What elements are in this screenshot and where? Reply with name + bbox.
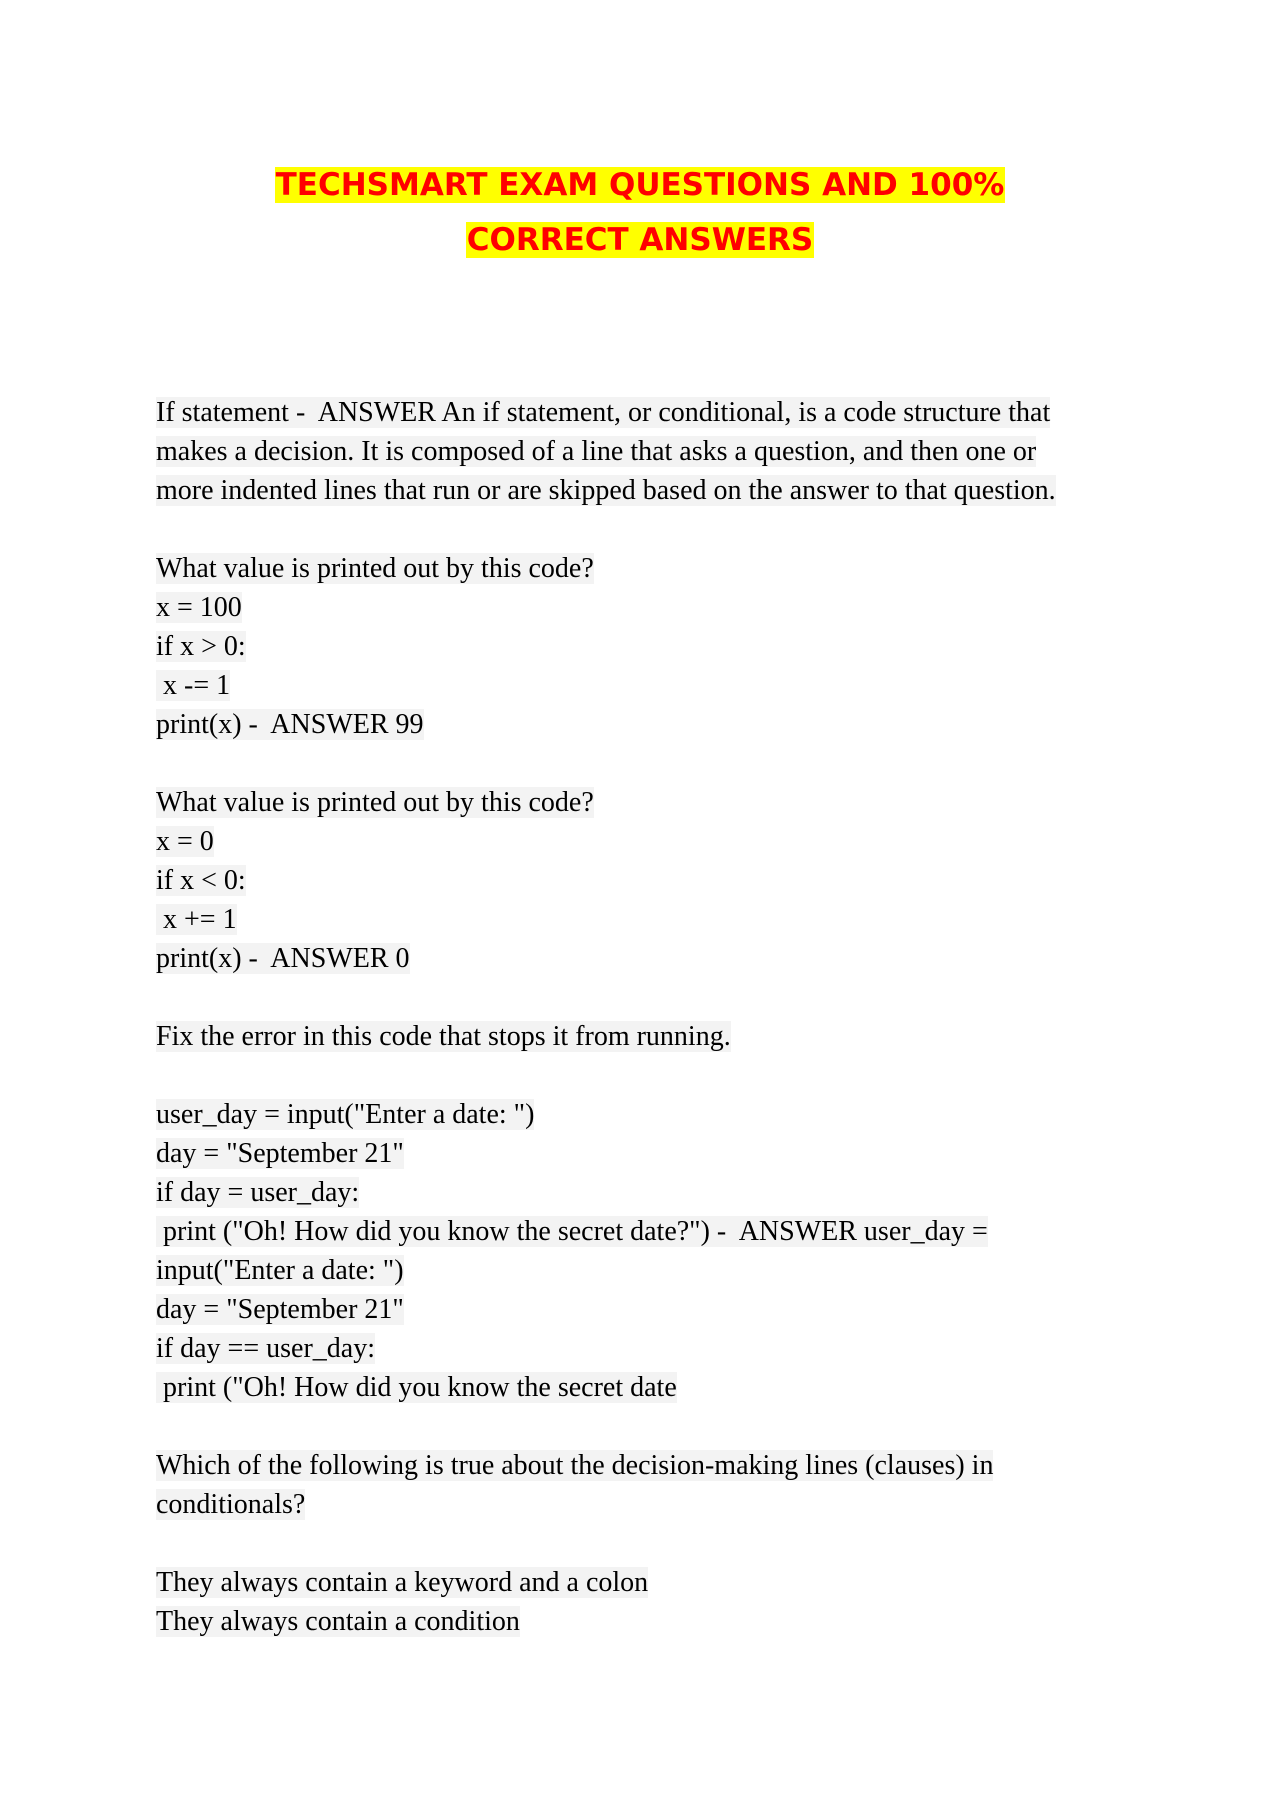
code-line: input("Enter a date: ") [156,1255,404,1286]
paragraph-gap [156,744,1156,783]
code-line: user_day = input("Enter a date: ") [156,1099,535,1130]
code-line: x = 100 [156,592,242,623]
title-line-1: TECHSMART EXAM QUESTIONS AND 100% [275,167,1005,203]
code-line: day = "September 21" [156,1294,404,1325]
text-line: What value is printed out by this code? [156,553,594,584]
code-line: print ("Oh! How did you know the secret date [156,1372,677,1403]
text-line: more indented lines that run or are skipped based on the answer to that question. [156,475,1056,506]
code-line: day = "September 21" [156,1138,404,1169]
code-line: if x < 0: [156,865,246,896]
paragraph-gap [156,1524,1156,1563]
paragraph-gap [156,1056,1156,1095]
code-line: if day == user_day: [156,1333,375,1364]
title-line-2: CORRECT ANSWERS [466,222,814,258]
answer-line: print(x) - ANSWER 0 [156,943,410,974]
code-line: x -= 1 [156,670,231,701]
answer-line: print ("Oh! How did you know the secret date?") - ANSWER user_day = [156,1216,988,1247]
text-line: Fix the error in this code that stops it from running. [156,1021,731,1052]
text-line: If statement - ANSWER An if statement, or conditional, is a code structure that [156,397,1051,428]
document-body [156,393,1156,1641]
document-title [0,158,1280,268]
paragraph-gap [156,510,1156,549]
answer-line: print(x) - ANSWER 99 [156,709,424,740]
option-line: They always contain a condition [156,1606,520,1637]
code-line: x = 0 [156,826,214,857]
code-line: if day = user_day: [156,1177,360,1208]
text-line: Which of the following is true about the decision-making lines (clauses) in [156,1450,994,1481]
option-line: They always contain a keyword and a colon [156,1567,649,1598]
paragraph-gap [156,978,1156,1017]
code-line: x += 1 [156,904,237,935]
text-line: makes a decision. It is composed of a line that asks a question, and then one or [156,436,1037,467]
code-line: if x > 0: [156,631,246,662]
text-line: What value is printed out by this code? [156,787,594,818]
paragraph-gap [156,1407,1156,1446]
text-line: conditionals? [156,1489,306,1520]
